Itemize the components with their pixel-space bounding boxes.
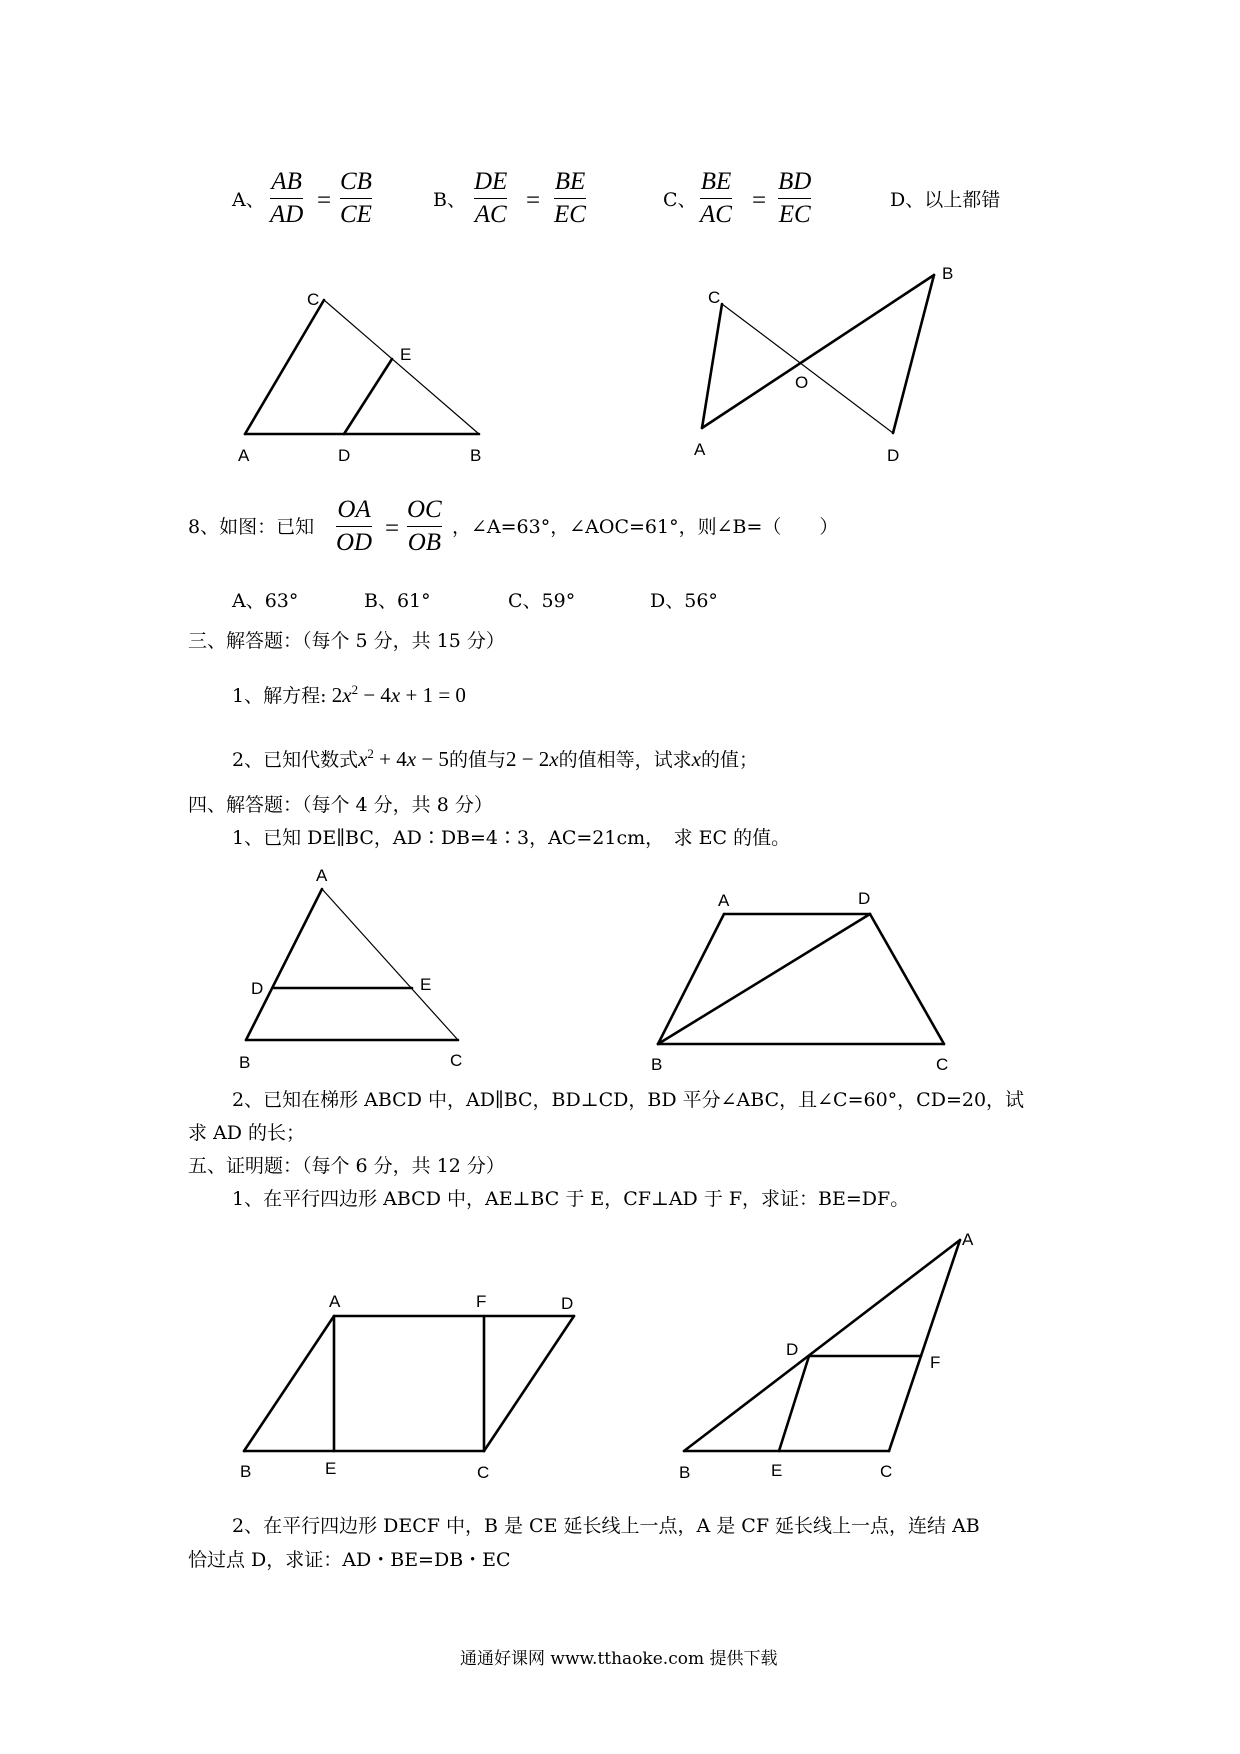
option-d-label: D、以上都错: [890, 189, 1001, 211]
q8-option-a: A、63°: [232, 590, 299, 612]
q8-option-b: B、61°: [364, 590, 431, 612]
fig5-label-f: F: [476, 1292, 487, 1311]
fig5-label-e: E: [325, 1459, 337, 1478]
fig6-label-b: B: [679, 1463, 691, 1482]
fig4-label-a: A: [718, 891, 730, 910]
fig2-label-o: O: [795, 373, 809, 392]
fig3-label-a: A: [316, 866, 328, 885]
section-5-title: 五、证明题：（每个 6 分，共 12 分）: [188, 1155, 505, 1177]
option-c-label: C、: [663, 189, 697, 211]
q8-fraction-left: OA OD: [336, 496, 373, 556]
fig6-label-e: E: [771, 1461, 783, 1480]
option-a-fraction-left: AB AD: [270, 168, 304, 228]
option-b-fraction-right: BE EC: [554, 168, 586, 228]
figure-triangle-parallelogram-decf: [684, 1240, 960, 1451]
sec4-q1: 1、已知 DE∥BC，AD∶DB=4∶3，AC=21cm， 求 EC 的值。: [232, 827, 791, 849]
fig6-label-d: D: [786, 1340, 799, 1359]
footer-text: 通通好课网 www.tthaoke.com 提供下载: [460, 1649, 778, 1669]
figure-trapezoid-abcd: [658, 914, 944, 1044]
fig6-label-c: C: [880, 1462, 893, 1481]
figure-triangle-de-parallel: [245, 300, 479, 434]
q8-prefix: 8、如图：已知: [188, 516, 315, 538]
option-c-equals: =: [752, 187, 767, 214]
sec4-q2-line2: 求 AD 的长；: [188, 1122, 306, 1144]
q8-option-d: D、56°: [650, 590, 718, 612]
sec5-q2-line1: 2、在平行四边形 DECF 中，B 是 CE 延长线上一点，A 是 CF 延长线上一点，连结 AB: [232, 1515, 980, 1537]
section-3-title: 三、解答题：（每个 5 分，共 15 分）: [188, 630, 505, 652]
fig5-label-d: D: [561, 1294, 574, 1313]
fig3-label-d: D: [251, 979, 264, 998]
fig1-label-a: A: [238, 446, 250, 465]
fig4-label-d: D: [858, 889, 871, 908]
fig2-label-a: A: [694, 440, 706, 459]
q8-equals: =: [385, 515, 400, 542]
fig6-label-a: A: [962, 1230, 974, 1249]
sec3-q2: 2、已知代数式$x^2 + 4x - 5$的值与2 − 2x的值相等，试求x的值；: [232, 746, 758, 771]
option-b-fraction-left: DE AC: [474, 168, 508, 228]
fig5-label-c: C: [477, 1463, 490, 1482]
q8-fraction-right: OC OB: [407, 496, 442, 556]
fig1-label-e: E: [400, 345, 412, 364]
fig4-label-c: C: [936, 1055, 949, 1074]
option-a-label: A、: [232, 189, 265, 211]
fig4-label-b: B: [651, 1055, 663, 1074]
fig2-label-d: D: [887, 446, 900, 465]
fig3-label-e: E: [420, 975, 432, 994]
section-4-title: 四、解答题：（每个 4 分，共 8 分）: [188, 794, 493, 816]
option-a-equals: =: [317, 187, 332, 214]
sec5-q1: 1、在平行四边形 ABCD 中，AE⊥BC 于 E，CF⊥AD 于 F，求证：BE=DF。: [232, 1188, 910, 1210]
fig1-label-d: D: [338, 446, 351, 465]
figure-triangle-de-bc: [246, 889, 458, 1040]
fig2-label-c: C: [708, 288, 721, 307]
q8-option-c: C、59°: [508, 590, 576, 612]
fig1-label-c: C: [307, 290, 320, 309]
option-b-label: B、: [433, 189, 466, 211]
fig5-label-b: B: [240, 1462, 252, 1481]
sec5-q2-line2: 恰过点 D，求证：AD・BE=DB・EC: [188, 1549, 511, 1571]
figure-parallelogram-ae-cf: [244, 1316, 574, 1451]
option-a-fraction-right: CB CE: [340, 168, 372, 228]
sec4-q2-line1: 2、已知在梯形 ABCD 中，AD∥BC，BD⊥CD，BD 平分∠ABC，且∠C=60°，CD=20，试: [232, 1089, 1025, 1111]
fig3-label-b: B: [239, 1053, 251, 1072]
q8-suffix: ，∠A=63°，∠AOC=61°，则∠B=（ ）: [452, 516, 839, 538]
fig2-label-b: B: [942, 264, 954, 283]
option-c-fraction-left: BE AC: [700, 168, 732, 228]
fig6-label-f: F: [930, 1353, 941, 1372]
figure-bowtie-triangles: [702, 275, 934, 433]
fig1-label-b: B: [470, 446, 482, 465]
sec3-q1: 1、解方程: $2x^2 - 4x + 1 = 0$: [232, 682, 466, 707]
fig5-label-a: A: [329, 1292, 341, 1311]
option-b-equals: =: [526, 187, 541, 214]
option-c-fraction-right: BD EC: [778, 168, 812, 228]
fig3-label-c: C: [450, 1051, 463, 1070]
